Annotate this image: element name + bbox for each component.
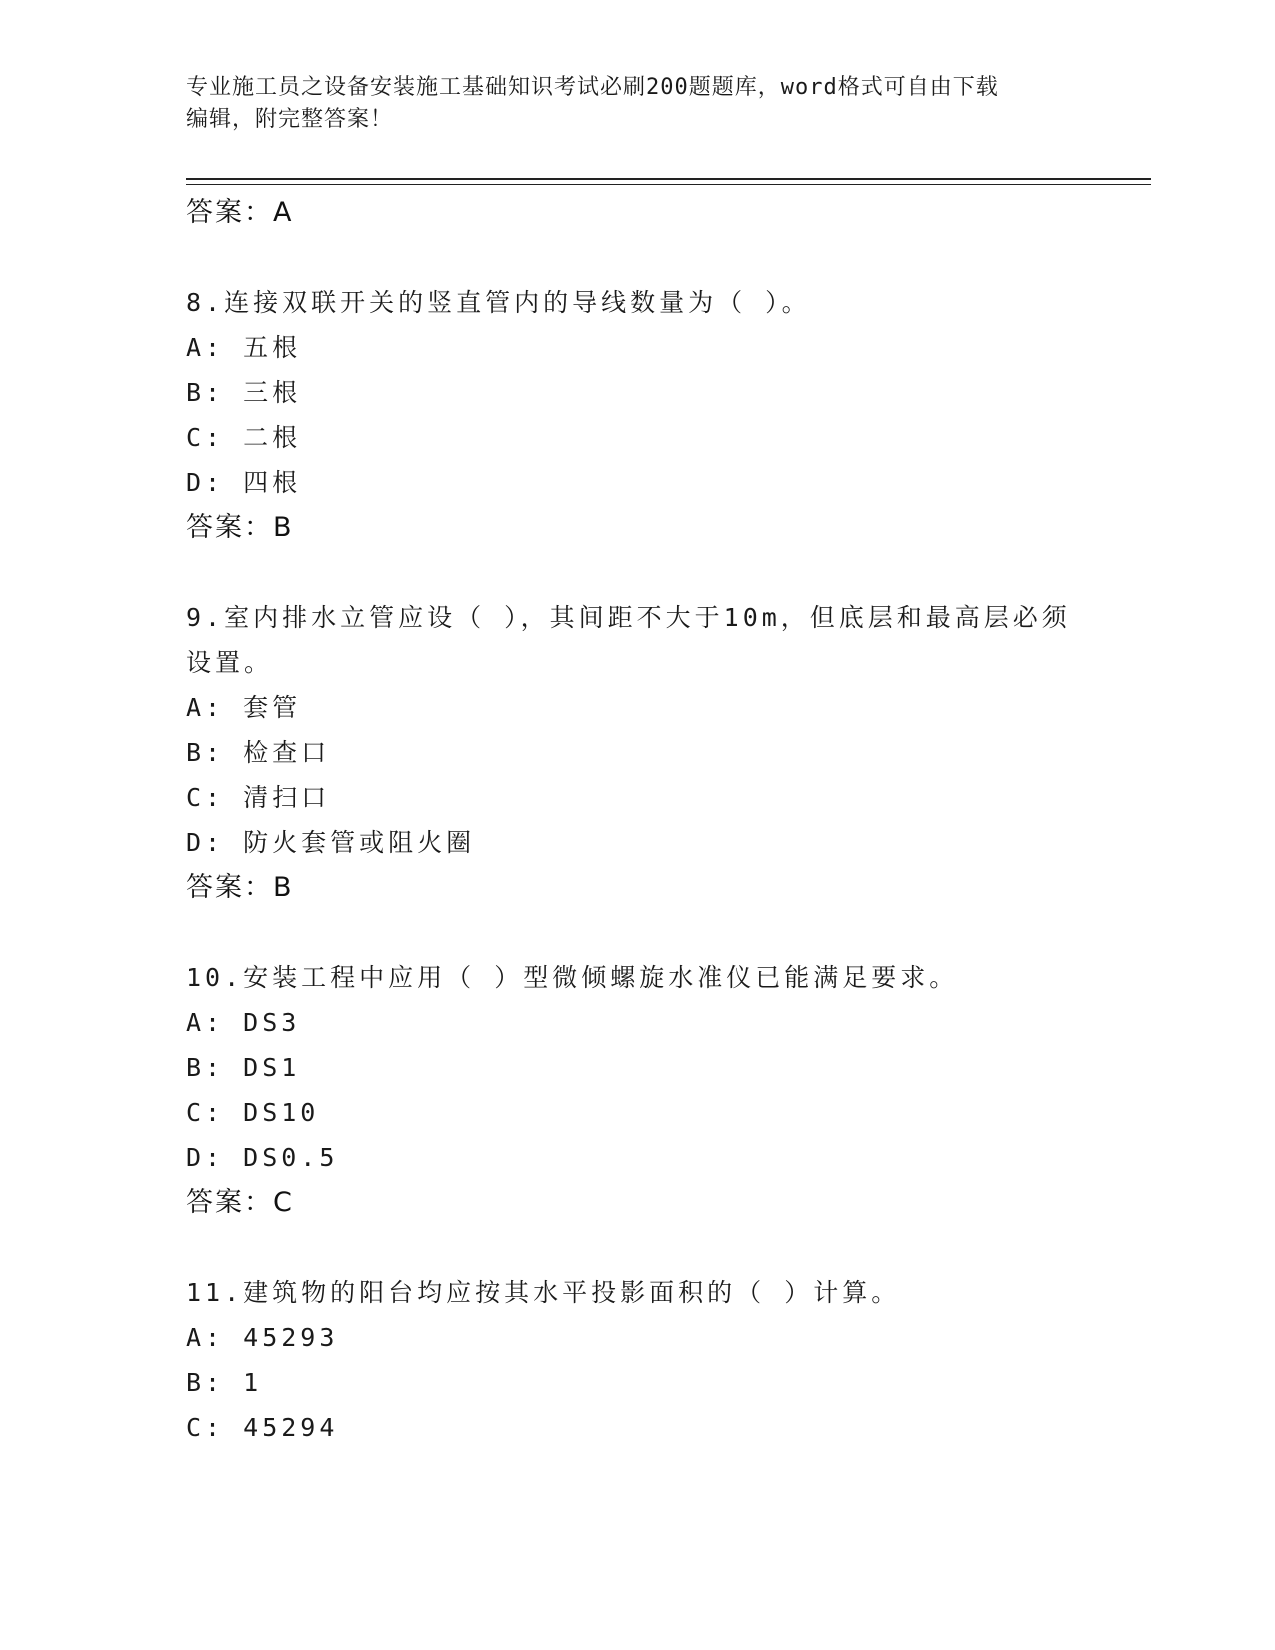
option-a: A: 五根 xyxy=(186,333,302,362)
header-line-2: 编辑，附完整答案！ xyxy=(186,107,394,132)
answer: 答案：C xyxy=(186,1187,294,1218)
option-b: B: DS1 xyxy=(186,1053,301,1082)
option-b: B: 1 xyxy=(186,1368,263,1397)
question-stem: 8.连接双联开关的竖直管内的导线数量为（ ）。 xyxy=(186,288,811,317)
question-stem-continued: 设置。 xyxy=(186,648,274,677)
question-stem: 9.室内排水立管应设（ ），其间距不大于10m，但底层和最高层必须 xyxy=(186,603,1071,632)
spacer xyxy=(186,910,1086,955)
answer-previous: 答案：A xyxy=(186,197,294,228)
option-c: C: 清扫口 xyxy=(186,783,331,812)
option-c: C: 二根 xyxy=(186,423,302,452)
option-a: A: DS3 xyxy=(186,1008,301,1037)
document-header xyxy=(186,72,1066,136)
header-line-1: 专业施工员之设备安装施工基础知识考试必刷200题题库，word格式可自由下载 xyxy=(186,75,999,100)
question-11 xyxy=(186,1270,1086,1450)
spacer xyxy=(186,1225,1086,1270)
question-stem: 11.建筑物的阳台均应按其水平投影面积的（ ）计算。 xyxy=(186,1278,901,1307)
option-c: C: 45294 xyxy=(186,1413,339,1442)
question-10 xyxy=(186,955,1086,1225)
answer: 答案：B xyxy=(186,512,294,543)
option-b: B: 检查口 xyxy=(186,738,331,767)
answer: 答案：B xyxy=(186,872,294,903)
spacer xyxy=(186,235,1086,280)
option-a: A: 套管 xyxy=(186,693,302,722)
spacer xyxy=(186,550,1086,595)
question-stem: 10.安装工程中应用（ ）型微倾螺旋水准仪已能满足要求。 xyxy=(186,963,959,992)
header-rule-thick xyxy=(186,178,1151,180)
option-b: B: 三根 xyxy=(186,378,302,407)
question-8 xyxy=(186,280,1086,550)
option-a: A: 45293 xyxy=(186,1323,339,1352)
option-d: D: 四根 xyxy=(186,468,302,497)
question-9 xyxy=(186,595,1086,910)
option-d: D: DS0.5 xyxy=(186,1143,339,1172)
option-d: D: 防火套管或阻火圈 xyxy=(186,828,476,857)
option-c: C: DS10 xyxy=(186,1098,320,1127)
header-rule-thin xyxy=(186,184,1151,185)
question-list xyxy=(186,190,1086,1450)
